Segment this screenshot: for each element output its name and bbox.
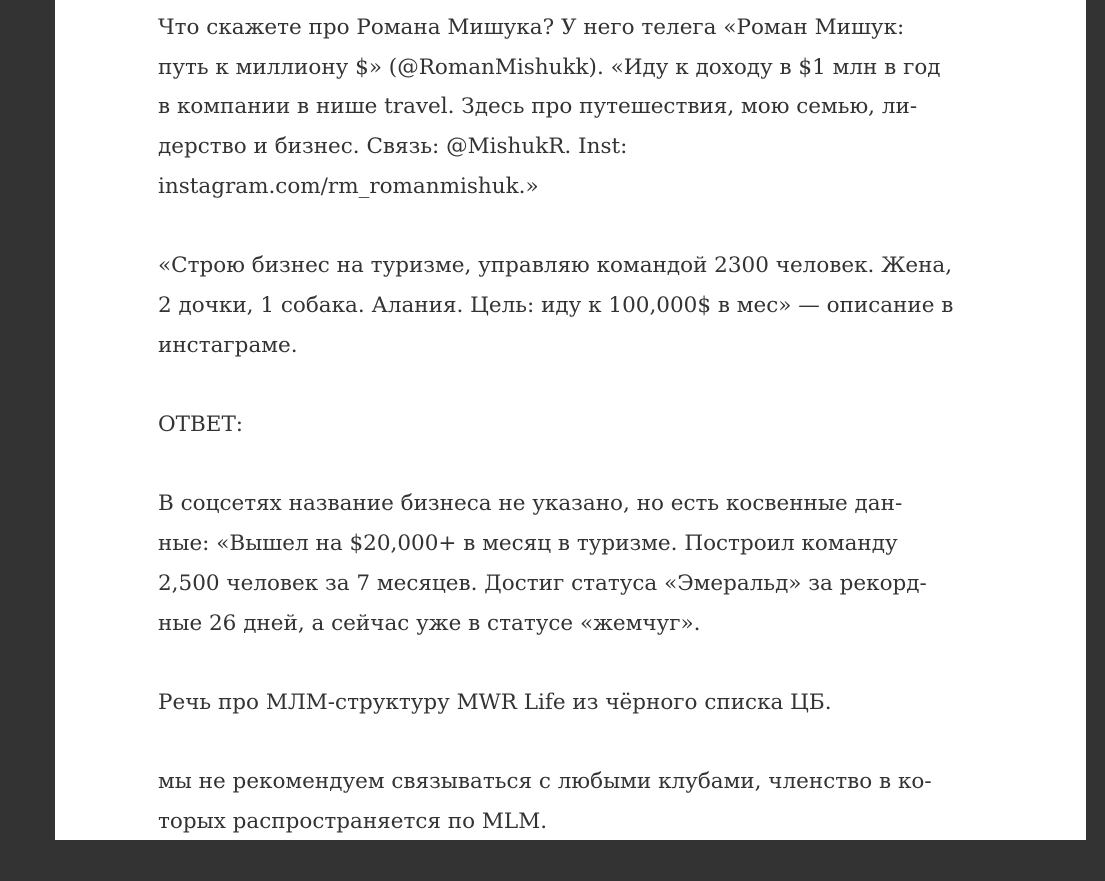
- text-line: Речь про МЛМ-структуру MWR Life из чёрного списка ЦБ.: [158, 689, 832, 715]
- text-line: мы не рекомендуем связываться с любыми клубами, членство в ко-: [158, 769, 932, 795]
- text-line: в компании в нише travel. Здесь про путешествия, мою семью, ли-: [158, 94, 918, 120]
- text-line: дерство и бизнес. Связь: @MishukR. Inst:: [158, 134, 628, 160]
- text-line: инстаграме.: [158, 332, 298, 358]
- answer-heading: [158, 405, 1018, 445]
- text-line: 2 дочки, 1 собака. Алания. Цель: иду к 100,000$ в мес» — описание в: [158, 292, 954, 318]
- document-page: [55, 0, 1086, 840]
- paragraph-recommendation: [158, 762, 1018, 841]
- text-line: ные 26 дней, а сейчас уже в статусе «жемчуг».: [158, 610, 701, 636]
- paragraph-answer: [158, 484, 1018, 643]
- text-line: «Строю бизнес на туризме, управляю командой 2300 человек. Жена,: [158, 253, 953, 279]
- article-body: [158, 8, 1018, 881]
- text-line: Что скажете про Романа Мишука? У него телега «Роман Мишук:: [158, 15, 905, 40]
- text-line: ОТВЕТ:: [158, 412, 244, 437]
- text-line: торых распространяется по MLM.: [158, 808, 548, 834]
- text-line: В соцсетях название бизнеса не указано, но есть косвенные дан-: [158, 491, 903, 517]
- paragraph-instagram-description: [158, 246, 1018, 365]
- paragraph-question: [158, 8, 1018, 207]
- text-line: 2,500 человек за 7 месяцев. Достиг статуса «Эмеральд» за рекорд-: [158, 570, 927, 596]
- text-line: instagram.com/rm_romanmishuk.»: [158, 173, 539, 199]
- text-line: путь к миллиону $» (@RomanMishukk). «Иду к доходу в $1 млн в год: [158, 54, 941, 80]
- text-line: ные: «Вышел на $20,000+ в месяц в туризме. Построил команду: [158, 531, 898, 557]
- paragraph-mlm: [158, 683, 1018, 723]
